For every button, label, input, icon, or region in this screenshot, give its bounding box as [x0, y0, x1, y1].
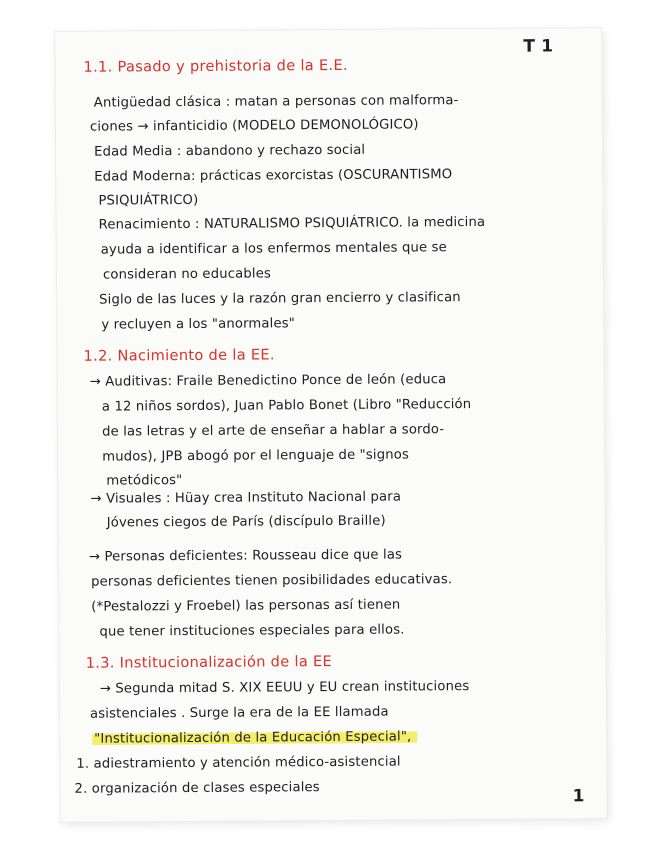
section-heading: 1.2. Nacimiento de la EE. — [83, 346, 275, 365]
note-line: PSIQUIÁTRICO) — [98, 192, 199, 209]
note-line: 2. organización de clases especiales — [74, 780, 320, 797]
note-line: consideran no educables — [102, 266, 272, 283]
note-line: de las letras y el arte de enseñar a hablar a sordo- — [101, 422, 445, 440]
note-line: → Auditivas: Fraile Benedictino Ponce de león (educa — [89, 372, 447, 390]
note-line: Edad Moderna: prácticas exorcistas (OSCURANTISMO — [94, 167, 453, 185]
note-line: que tener instituciones especiales para ellos. — [99, 622, 405, 640]
note-line: personas deficientes tienen posibilidades educativas. — [91, 572, 453, 590]
note-line: (*Pestalozzi y Froebel) las personas así tienen — [91, 597, 401, 615]
note-line: → Personas deficientes: Rousseau dice que las — [88, 547, 403, 565]
notebook-page — [55, 28, 607, 822]
note-line: → Visuales : Hüay crea Instituto Nacional para — [90, 489, 402, 507]
page-label: T 1 — [523, 36, 554, 57]
note-line: Renacimiento : NATURALISMO PSIQUIÁTRICO. la medicina — [98, 214, 486, 233]
note-line: Siglo de las luces y la razón gran encierro y clasifican — [99, 290, 461, 308]
note-line: metódicos" — [106, 473, 183, 489]
note-line: → Segunda mitad S. XIX EEUU y EU crean instituciones — [99, 679, 470, 697]
note-line: ciones → infanticidio (MODELO DEMONOLÓGICO) — [89, 117, 419, 135]
page-number: 1 — [572, 786, 585, 807]
note-line: ayuda a identificar a los enfermos mentales que se — [100, 240, 447, 258]
note-line: Jóvenes ciegos de París (discípulo Braille) — [106, 513, 386, 531]
note-line: a 12 niños sordos), Juan Pablo Bonet (Libro "Reducción — [101, 397, 472, 415]
note-line: mudos), JPB abogó por el lenguaje de "signos — [102, 447, 410, 465]
note-line: Antigüedad clásica : matan a personas con malforma- — [93, 93, 459, 111]
highlighted-text: "Institucionalización de la Educación Especial", — [92, 729, 417, 746]
note-line: asistenciales . Surge la era de la EE llamada — [89, 704, 389, 722]
note-line: 1. adiestramiento y atención médico-asistencial — [76, 754, 401, 772]
note-line: Edad Media : abandono y rechazo social — [94, 142, 366, 160]
section-heading: 1.1. Pasado y prehistoria de la E.E. — [83, 56, 348, 76]
note-line: y recluyen a los "anormales" — [101, 316, 296, 333]
section-heading: 1.3. Institucionalización de la EE — [85, 652, 333, 672]
note-line — [92, 729, 417, 747]
